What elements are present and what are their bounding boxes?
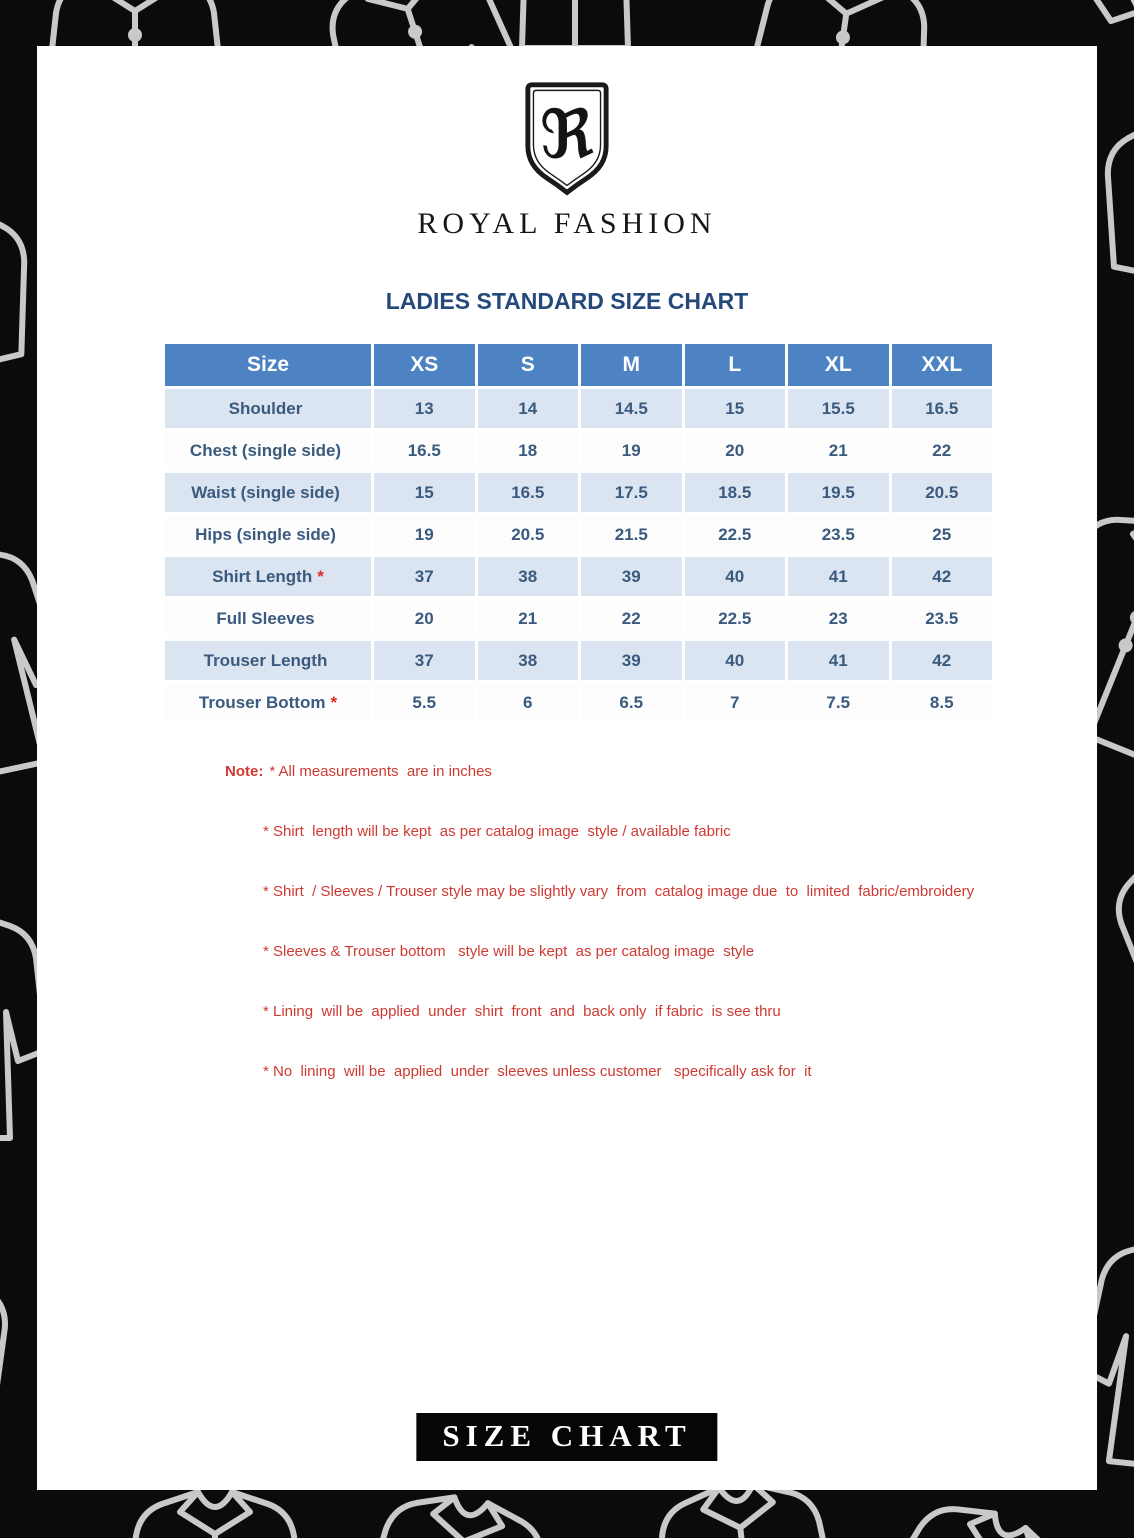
cell: 20 (685, 431, 786, 470)
cell: 42 (892, 557, 993, 596)
size-table (162, 341, 995, 725)
note-label: Note: (225, 763, 264, 780)
note-text: * All measurements are in inches (269, 763, 492, 780)
cell: 19 (374, 515, 475, 554)
cell: 40 (685, 641, 786, 680)
note-line (225, 762, 974, 782)
row-label: Waist (single side) (165, 473, 371, 512)
cell: 16.5 (478, 473, 579, 512)
cell: 6 (478, 683, 579, 722)
cell: 21 (478, 599, 579, 638)
cell: 18 (478, 431, 579, 470)
table-row (165, 473, 992, 512)
cell: 7 (685, 683, 786, 722)
row-label: Trouser Bottom * (165, 683, 371, 722)
table-row (165, 389, 992, 428)
asterisk: * (330, 692, 338, 712)
table-row (165, 431, 992, 470)
cell: 19.5 (788, 473, 889, 512)
cell: 7.5 (788, 683, 889, 722)
note-line: * No lining will be applied under sleeves unless customer specifically ask for it (263, 1063, 812, 1080)
col-header-s: S (478, 344, 579, 386)
cell: 22 (892, 431, 993, 470)
note-line: * Shirt / Sleeves / Trouser style may be slightly vary from catalog image due to limited fabric/embroidery (263, 883, 975, 900)
cell: 17.5 (581, 473, 682, 512)
cell: 16.5 (892, 389, 993, 428)
size-table-header-row (165, 344, 992, 386)
table-row (165, 515, 992, 554)
col-header-m: M (581, 344, 682, 386)
note-line: * Lining will be applied under shirt front and back only if fabric is see thru (263, 1003, 781, 1020)
note-line: * Sleeves & Trouser bottom style will be kept as per catalog image style (263, 943, 755, 960)
cell: 21 (788, 431, 889, 470)
col-header-xs: XS (374, 344, 475, 386)
row-label: Full Sleeves (165, 599, 371, 638)
asterisk: * (317, 566, 324, 586)
cell: 8.5 (892, 683, 993, 722)
table-row (165, 557, 992, 596)
page-title: LADIES STANDARD SIZE CHART (385, 288, 749, 314)
cell: 20.5 (892, 473, 993, 512)
cell: 20.5 (478, 515, 579, 554)
cell: 23.5 (788, 515, 889, 554)
cell: 38 (478, 557, 579, 596)
cell: 6.5 (581, 683, 682, 722)
col-header-xl: XL (788, 344, 889, 386)
notes-block (225, 722, 974, 1122)
cell: 23 (788, 599, 889, 638)
cell: 39 (581, 641, 682, 680)
row-label: Hips (single side) (165, 515, 371, 554)
table-row (165, 641, 992, 680)
cell: 42 (892, 641, 993, 680)
cell: 15.5 (788, 389, 889, 428)
cell: 41 (788, 557, 889, 596)
row-label: Chest (single side) (165, 431, 371, 470)
cell: 18.5 (685, 473, 786, 512)
note-line: * Shirt length will be kept as per catalog image style / available fabric (263, 823, 731, 840)
table-row (165, 683, 992, 722)
cell: 37 (374, 557, 475, 596)
col-header-size: Size (165, 344, 371, 386)
size-chart-banner: SIZE CHART (416, 1413, 717, 1461)
cell: 37 (374, 641, 475, 680)
cell: 14 (478, 389, 579, 428)
cell: 14.5 (581, 389, 682, 428)
cell: 13 (374, 389, 475, 428)
col-header-xxl: XXL (892, 344, 993, 386)
cell: 15 (685, 389, 786, 428)
cell: 40 (685, 557, 786, 596)
row-label: Shoulder (165, 389, 371, 428)
row-label: Trouser Length (165, 641, 371, 680)
row-label: Shirt Length * (165, 557, 371, 596)
cell: 22.5 (685, 515, 786, 554)
cell: 22 (581, 599, 682, 638)
table-row (165, 599, 992, 638)
cell: 19 (581, 431, 682, 470)
cell: 22.5 (685, 599, 786, 638)
brand-name: ROYAL FASHION (417, 207, 717, 240)
cell: 16.5 (374, 431, 475, 470)
col-header-l: L (685, 344, 786, 386)
cell: 41 (788, 641, 889, 680)
content-panel (37, 46, 1097, 1490)
cell: 15 (374, 473, 475, 512)
brand-logo (37, 82, 1097, 241)
cell: 21.5 (581, 515, 682, 554)
cell: 23.5 (892, 599, 993, 638)
logo-monogram: ℜ (539, 94, 595, 174)
cell: 25 (892, 515, 993, 554)
cell: 5.5 (374, 683, 475, 722)
shield-logo-icon (525, 82, 609, 198)
cell: 38 (478, 641, 579, 680)
cell: 20 (374, 599, 475, 638)
cell: 39 (581, 557, 682, 596)
